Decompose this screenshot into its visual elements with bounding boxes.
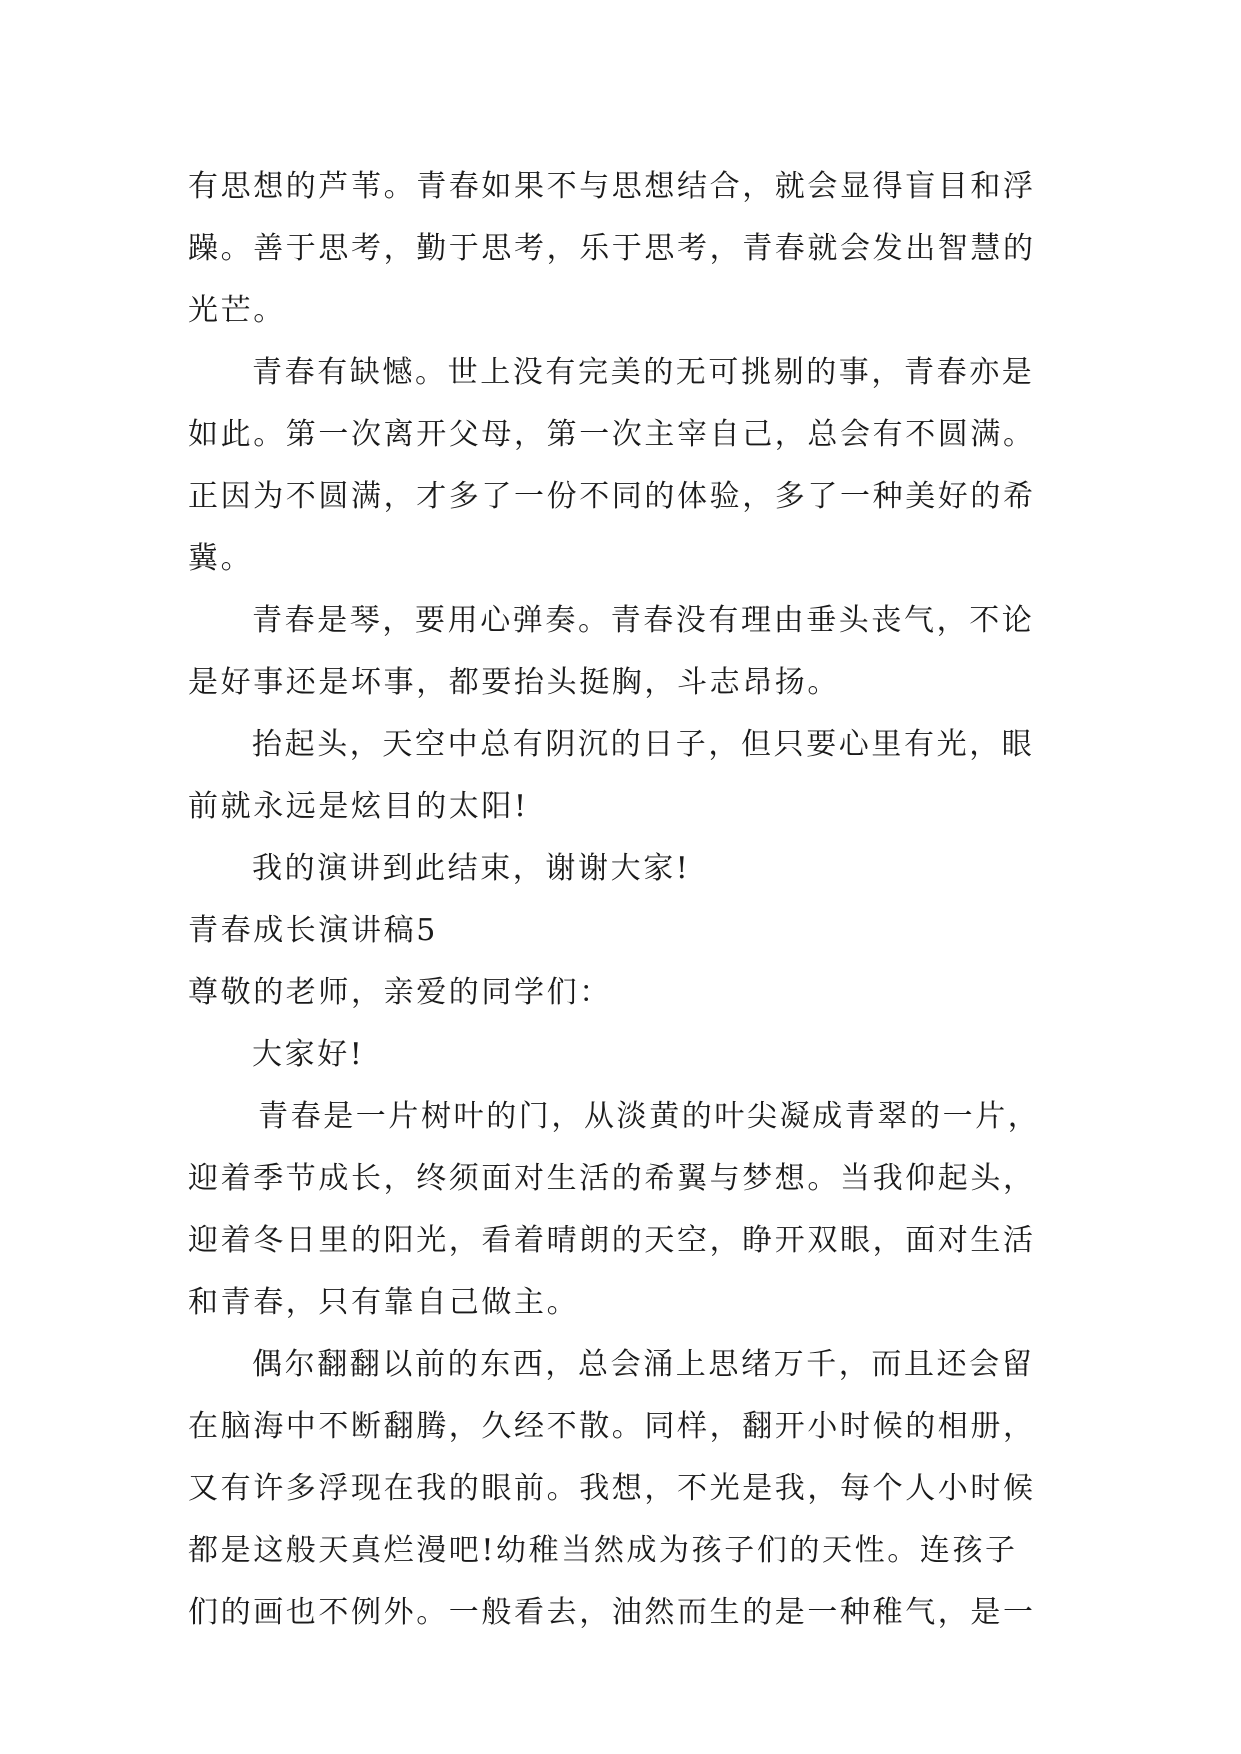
text-line: 正因为不圆满，才多了一份不同的体验，多了一种美好的希 — [188, 479, 1036, 514]
text-line: 迎着冬日里的阳光，看着晴朗的天空，睁开双眼，面对生活 — [188, 1223, 1036, 1258]
section-heading: 青春成长演讲稿5 — [188, 913, 438, 948]
text-line: 前就永远是炫目的太阳! — [188, 789, 529, 824]
text-line: 有思想的芦苇。青春如果不与思想结合，就会显得盲目和浮 — [188, 169, 1036, 204]
paragraph-first-line: 抬起头，天空中总有阴沉的日子，但只要心里有光，眼 — [252, 727, 1035, 762]
text-line: 如此。第一次离开父母，第一次主宰自己，总会有不圆满。 — [188, 417, 1036, 452]
closing-line: 我的演讲到此结束，谢谢大家! — [252, 851, 691, 886]
salutation: 尊敬的老师，亲爱的同学们： — [188, 975, 612, 1010]
document-body — [188, 156, 1068, 1644]
text-line: 都是这般天真烂漫吧!幼稚当然成为孩子们的天性。连孩子 — [188, 1533, 1018, 1568]
paragraph-first-line: 青春是琴，要用心弹奏。青春没有理由垂头丧气，不论 — [252, 603, 1035, 638]
text-line: 迎着季节成长，终须面对生活的希翼与梦想。当我仰起头， — [188, 1161, 1036, 1196]
text-line: 躁。善于思考，勤于思考，乐于思考，青春就会发出智慧的 — [188, 231, 1036, 266]
greeting: 大家好! — [252, 1037, 365, 1072]
text-line: 冀。 — [188, 541, 254, 576]
paragraph-first-line: 青春有缺憾。世上没有完美的无可挑剔的事，青春亦是 — [252, 355, 1035, 390]
paragraph-first-line: 青春是一片树叶的门，从淡黄的叶尖凝成青翠的一片， — [258, 1099, 1041, 1134]
text-line: 光芒。 — [188, 293, 286, 328]
text-line: 是好事还是坏事，都要抬头挺胸，斗志昂扬。 — [188, 665, 840, 700]
text-line: 们的画也不例外。一般看去，油然而生的是一种稚气，是一 — [188, 1595, 1036, 1630]
text-line: 和青春，只有靠自己做主。 — [188, 1285, 580, 1320]
paragraph-first-line: 偶尔翻翻以前的东西，总会涌上思绪万千，而且还会留 — [252, 1347, 1035, 1382]
text-line: 在脑海中不断翻腾，久经不散。同样，翻开小时候的相册， — [188, 1409, 1036, 1444]
text-line: 又有许多浮现在我的眼前。我想，不光是我，每个人小时候 — [188, 1471, 1036, 1506]
